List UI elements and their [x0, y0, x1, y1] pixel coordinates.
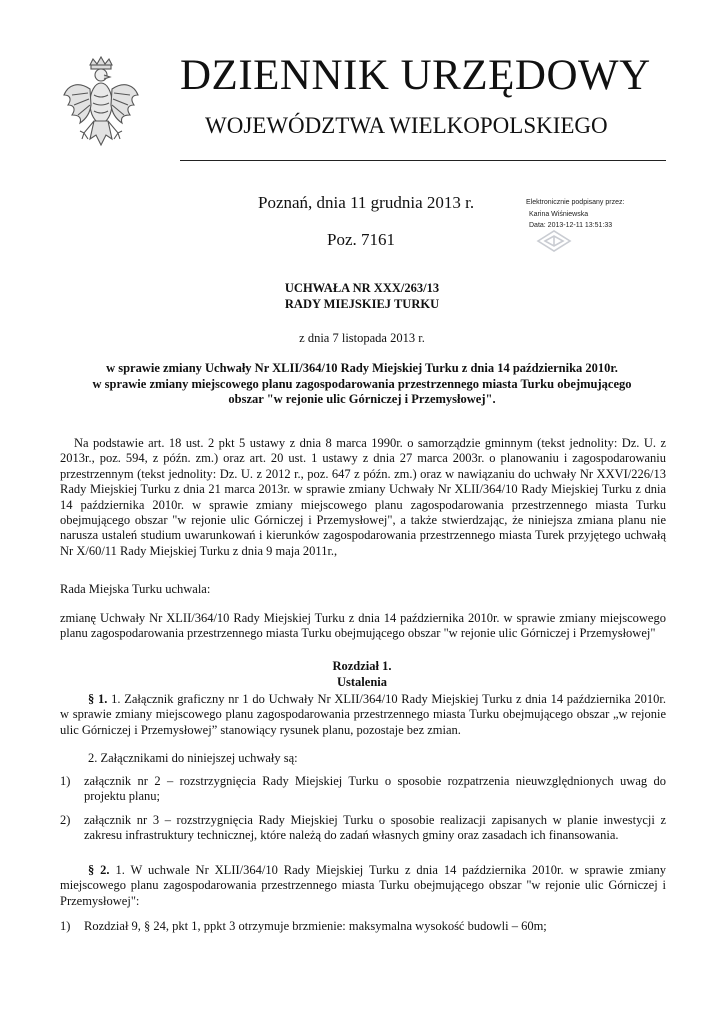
resolution-number: UCHWAŁA NR XXX/263/13 — [284, 281, 440, 295]
list-item-number: 1) — [60, 774, 71, 788]
section-1-text: 1. Załącznik graficzny nr 1 do Uchwały Nr XLII/364/10 Rady Miejskiej Turku z dnia 14 października 2010r. w sprawie zmiany miejscowego planu zagospodarowania przestrzennego miasta Turku obejmującego obszar „w rejonie ulic Górniczej i Przemysłowej” stanowiący rysunek planu, pozostaje bez zmian. — [60, 692, 667, 737]
place-date: Poznań, dnia 11 grudnia 2013 r. — [258, 193, 475, 212]
resolution-title — [60, 281, 664, 312]
signature-name: Karina Wiśniewska — [529, 210, 589, 218]
section-1-paragraph — [60, 692, 666, 738]
subject-line-2: w sprawie zmiany miejscowego planu zagospodarowania przestrzennego miasta Turku obejmującego — [92, 376, 632, 391]
amendments-list-item — [60, 919, 666, 934]
attachments-list-item — [60, 813, 666, 844]
chapter-label: Rozdział 1. — [332, 659, 392, 673]
subject-line-3: obszar "w rejonie ulic Górniczej i Przemysłowej". — [228, 392, 496, 406]
list-item-text: Rozdział 9, § 24, pkt 1, ppkt 3 otrzymuje brzmienie: maksymalna wysokość budowli – 60m; — [84, 919, 547, 933]
resolution-date: z dnia 7 listopada 2013 r. — [299, 331, 425, 345]
attachments-heading: 2. Załącznikami do niniejszej uchwały są: — [88, 751, 298, 765]
resolution-body: RADY MIEJSKIEJ TURKU — [284, 296, 440, 311]
journal-title: DZIENNIK URZĘDOWY — [180, 52, 651, 99]
section-2-paragraph — [60, 863, 666, 909]
list-item-text: załącznik nr 2 – rozstrzygnięcia Rady Miejskiej Turku o sposobie rozpatrzenia nieuwzględnionych uwag do projektu planu; — [84, 774, 666, 804]
subject-line-1: w sprawie zmiany Uchwały Nr XLII/364/10 Rady Miejskiej Turku z dnia 14 października 2010r. — [106, 361, 618, 375]
section-2-mark: § 2. — [88, 863, 110, 877]
list-item-number: 2) — [60, 813, 71, 827]
list-item-number: 1) — [60, 919, 71, 933]
eagle-emblem-icon — [60, 55, 142, 165]
legal-basis-paragraph: Na podstawie art. 18 ust. 2 pkt 5 ustawy z dnia 8 marca 1990r. o samorządzie gminnym (tekst jednolity: Dz. U. z 2013r., poz. 594, z późn. zm.) oraz art. 20 ust. 1 ustawy z dnia 27 marca 2003r. o planowaniu i zagospodarowaniu przestrzennym (tekst jednolity: Dz. U. z 2012 r., poz. 647 z późn. zm.) oraz w nawiązaniu do uchwały Nr XXVI/226/13 Rady Miejskiej Turku z dnia 21 marca 2013r. w sprawie zmiany Uchwały Nr XLII/364/10 Rady Miejskiej Turku z dnia 14 października 2010r. w sprawie zmiany miejscowego planu zagospodarowania przestrzennego miasta Turku obejmującego obszar "w rejonie ulic Górniczej i Przemysłowej", a także stwierdzając, że niniejsza zmiana planu nie narusza ustaleń studium uwarunkowań i kierunków zagospodarowania przestrzennego miasta Turek przyjętego uchwałą Nr X/60/11 Rady Miejskiej Turku z dnia 9 maja 2011r., — [60, 436, 666, 558]
section-1-mark: § 1. — [88, 692, 108, 706]
signature-seal-icon — [534, 228, 574, 254]
signature-label: Elektronicznie podpisany przez: — [526, 199, 625, 206]
header-divider — [180, 160, 666, 161]
list-item-text: załącznik nr 3 – rozstrzygnięcia Rady Miejskiej Turku o sposobie realizacji zapisanych w planie inwestycji z zakresu infrastruktury technicznej, które należą do zadań własnych gminy oraz zasadach ich finansowania. — [84, 813, 666, 843]
attachments-list-item — [60, 774, 666, 805]
amendment-paragraph: zmianę Uchwały Nr XLII/364/10 Rady Miejskiej Turku z dnia 14 października 2010r. w sprawie zmiany miejscowego planu zagospodarowania przestrzennego miasta Turku obejmującego obszar "w rejonie ulic Górniczej i Przemysłowej" — [60, 611, 666, 641]
section-2-text: 1. W uchwale Nr XLII/364/10 Rady Miejskiej Turku z dnia 14 października 2010r. w sprawie zmiany miejscowego planu zagospodarowania przestrzennego miasta Turku obejmującego obszar "w rejonie ulic Górniczej i Przemysłowej": — [60, 863, 667, 908]
signature-date: Data: 2013-12-11 13:51:33 — [529, 222, 613, 229]
journal-subtitle: WOJEWÓDZTWA WIELKOPOLSKIEGO — [205, 113, 608, 138]
resolution-subject — [60, 361, 664, 408]
chapter-heading — [60, 658, 664, 690]
chapter-title: Ustalenia — [337, 675, 387, 689]
council-resolves: Rada Miejska Turku uchwala: — [60, 582, 211, 596]
position-number: Poz. 7161 — [327, 230, 395, 249]
e-signature-block — [526, 197, 686, 232]
